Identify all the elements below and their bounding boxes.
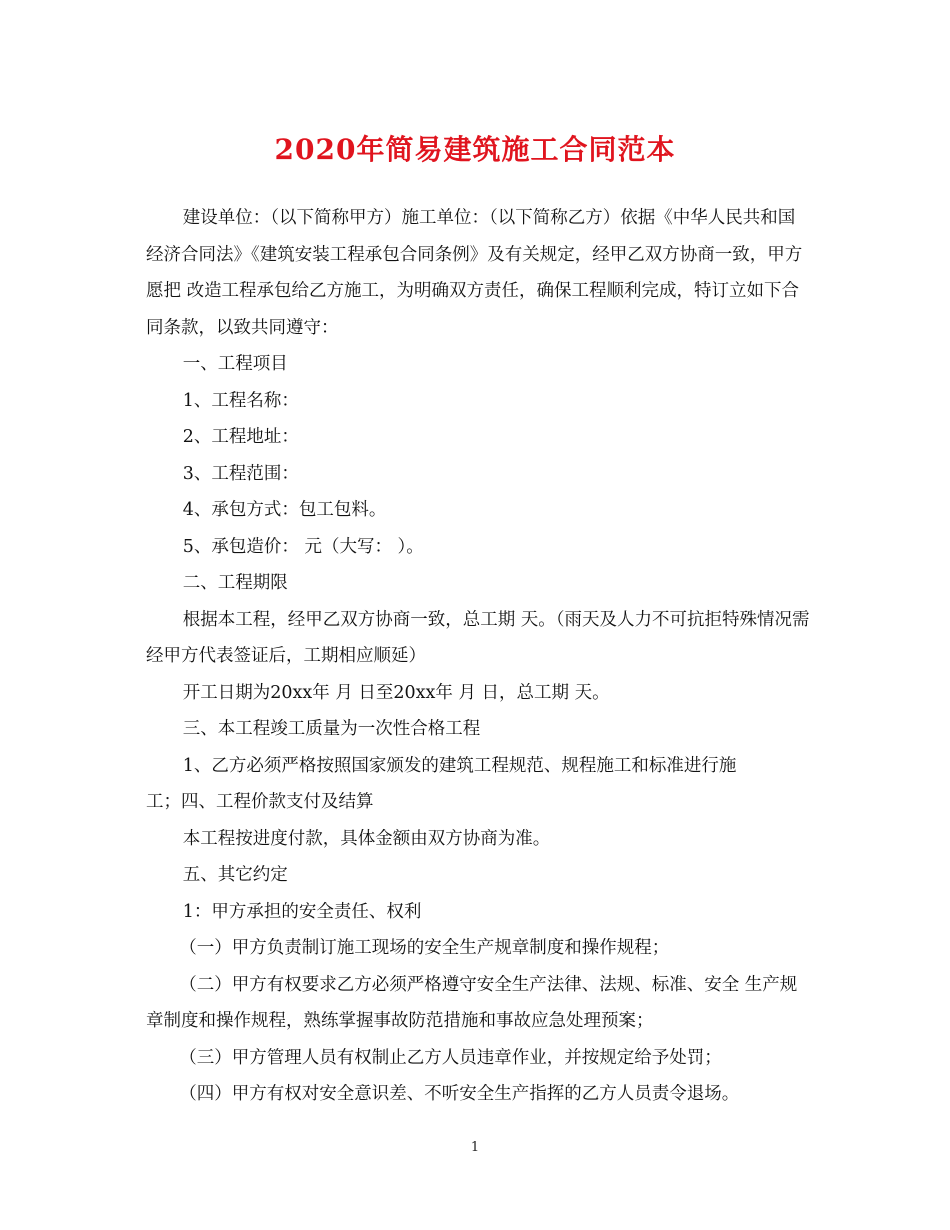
list-item: 4、承包方式：包工包料。: [182, 500, 387, 520]
list-item: 5、承包造价： 元（大写： ）。: [182, 536, 424, 557]
section-heading: 一、工程项目: [182, 354, 288, 374]
list-item: 2、工程地址：: [182, 427, 299, 447]
subsection-heading: 1：甲方承担的安全责任、权利: [182, 901, 422, 922]
document-body: [146, 200, 810, 1113]
section-heading: 五、其它约定: [182, 865, 288, 885]
list-item: （二）甲方有权要求乙方必须严格遵守安全生产法律、法规、标准、安全 生产规章制度和操作规程，熟练掌握事故防范措施和事故应急处理预案；: [146, 974, 798, 1031]
page-number: 1: [470, 1140, 480, 1155]
section-heading: 三、本工程竣工质量为一次性合格工程: [182, 719, 481, 739]
paragraph: 根据本工程，经甲乙双方协商一致，总工期 天。（雨天及人力不可抗拒特殊情况需经甲方代表签证后，工期相应顺延）: [146, 609, 810, 666]
paragraph: 工；四、工程价款支付及结算: [146, 792, 374, 812]
list-item: 3、工程范围：: [182, 463, 299, 484]
paragraph: 开工日期为20xx年 月 日至20xx年 月 日，总工期 天。: [182, 682, 610, 703]
document-title: 2020年简易建筑施工合同范本: [274, 133, 676, 166]
section-heading: 二、工程期限: [182, 573, 288, 593]
list-item: （一）甲方负责制订施工现场的安全生产规章制度和操作规程；: [179, 938, 670, 958]
list-item: （四）甲方有权对安全意识差、不听安全生产指挥的乙方人员责令退场。: [179, 1084, 740, 1104]
paragraph: 本工程按进度付款，具体金额由双方协商为准。: [182, 828, 551, 849]
paragraph: 1、乙方必须严格按照国家颁发的建筑工程规范、规程施工和标准进行施: [182, 755, 737, 776]
list-item: 1、工程名称：: [182, 390, 299, 411]
list-item: （三）甲方管理人员有权制止乙方人员违章作业，并按规定给予处罚；: [179, 1047, 722, 1068]
paragraph-intro: 建设单位：（以下简称甲方）施工单位：（以下简称乙方）依据《中华人民共和国经济合同法》《建筑安装工程承包合同条例》及有关规定，经甲乙双方协商一致，甲方愿把 改造工程承包给乙方施工，为明确双方责任，确保工程顺利完成，特订立如下合同条款，以致共同遵守：: [146, 208, 803, 338]
